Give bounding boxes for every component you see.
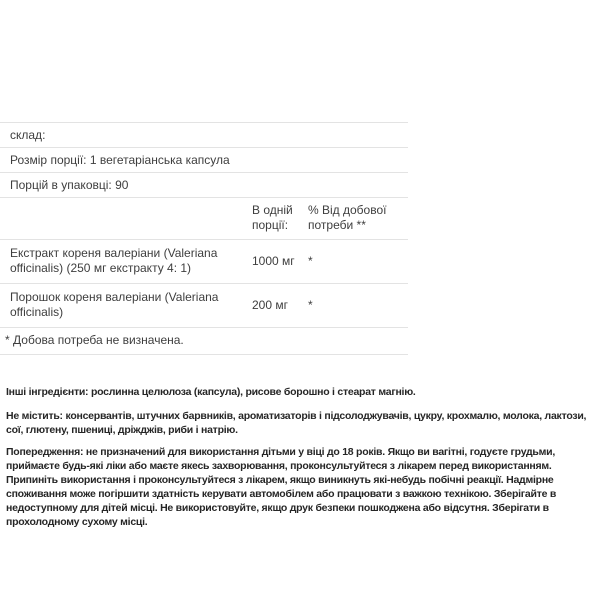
composition-heading-row [0, 122, 408, 147]
ingredient-row [0, 239, 408, 283]
ingredient-daily-value: * [308, 253, 313, 268]
serving-size-text: Розмір порції: 1 вегетаріанська капсула [10, 153, 230, 167]
does-not-contain-paragraph: Не містить: консервантів, штучних барвників, ароматизаторів і підсолоджувачів, цукру, крохмалю, молока, лактози, сої, глютену, пшениці, дріжджів, риби і натрію. [6, 410, 587, 436]
warnings-paragraph: Попередження: не призначений для використання дітьми у віці до 18 років. Якщо ви вагітні, годуєте грудьми, приймаєте будь-які ліки або маєте якесь захворювання, проконсультуйтеся з лікарем перед використанням. Припиніть використання і проконсультуйтеся з лікарем, якщо виникнуть які-небудь побічні реакції. Надмірне споживання може погіршити здатність керувати автомобілем або працювати з важкою технікою. Зберігайте в недоступному для дітей місці. Не використовуйте, якщо друк безпеки пошкоджена або відсутня. Зберігати в прохолодному сухому місці. [6, 446, 557, 528]
column-header-daily-value: % Від добової потреби ** [308, 203, 387, 232]
ingredient-daily-value: * [308, 297, 313, 312]
other-ingredients-paragraph: Інші інгредієнти: рослинна целюлоза (капсула), рисове борошно і стеарат магнію. [6, 386, 416, 398]
ingredient-amount: 1000 мг [252, 253, 295, 268]
table-header-row [0, 197, 408, 239]
composition-heading: склад: [10, 128, 46, 142]
ingredient-row [0, 283, 408, 327]
supplement-facts-table [0, 122, 408, 355]
column-header-spacer [10, 203, 252, 233]
ingredient-name: Екстракт кореня валеріани (Valeriana officinalis) (250 мг екстракту 4: 1) [10, 246, 218, 275]
servings-per-container-text: Порцій в упаковці: 90 [10, 178, 129, 192]
serving-size-row [0, 147, 408, 172]
servings-per-container-row [0, 172, 408, 197]
ingredient-name: Порошок кореня валеріани (Valeriana officinalis) [10, 290, 219, 319]
ingredient-amount: 200 мг [252, 297, 288, 312]
column-header-amount-per-serving: В одній порції: [252, 203, 293, 232]
footnote-row [0, 327, 408, 355]
daily-value-footnote: * Добова потреба не визначена. [5, 333, 184, 347]
